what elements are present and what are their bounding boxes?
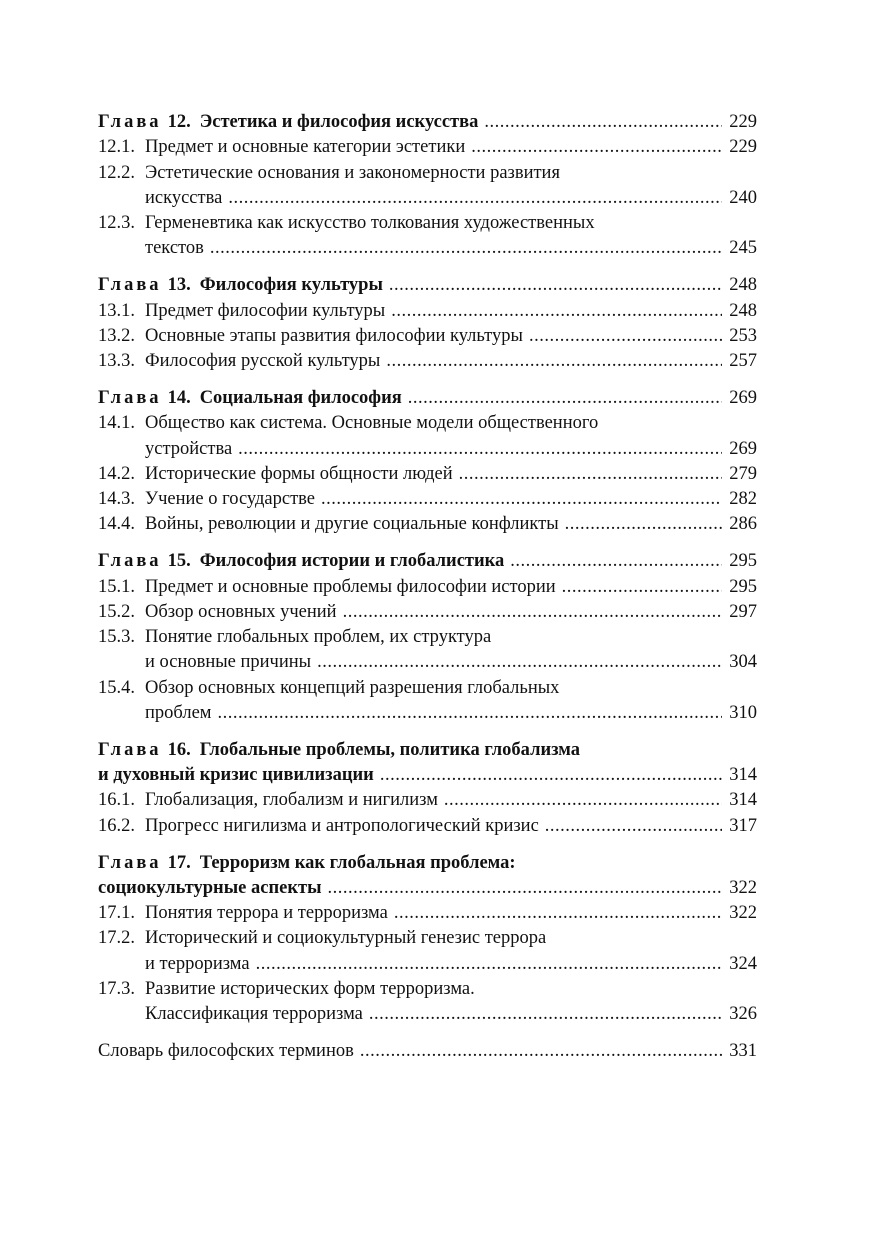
toc-chapter [98, 851, 757, 1028]
page-number: 269 [729, 438, 757, 459]
dot-leader [386, 349, 722, 374]
section-entry[interactable] [98, 1002, 757, 1027]
section-entry[interactable] [98, 186, 757, 211]
page-number: 317 [729, 815, 757, 836]
page-number: 331 [729, 1041, 757, 1062]
section-entry[interactable] [98, 135, 757, 160]
section-entry[interactable] [98, 575, 757, 600]
chapter-word: Глава [98, 852, 162, 873]
glossary-entry[interactable] [98, 1039, 757, 1064]
chapter-heading[interactable] [98, 549, 757, 574]
section-number: 15.3. [98, 627, 135, 648]
dot-leader [328, 876, 722, 901]
section-entry[interactable] [98, 437, 757, 462]
chapter-title-text: Философия истории и глобалистика [199, 551, 505, 572]
dot-leader [360, 1039, 722, 1064]
page-number: 322 [729, 903, 757, 924]
section-title: Классификация терроризма [145, 1004, 363, 1025]
chapter-heading[interactable] [98, 738, 757, 763]
page-number: 310 [729, 703, 757, 724]
section-number: 17.1. [98, 903, 135, 924]
chapter-title [98, 851, 516, 876]
section-title: Войны, революции и другие социальные конфликты [145, 514, 559, 535]
page-number: 282 [729, 489, 757, 510]
page-number: 326 [729, 1004, 757, 1025]
section-entry[interactable] [98, 600, 757, 625]
section-entry[interactable] [98, 701, 757, 726]
section-entry[interactable] [98, 161, 757, 186]
chapter-title [98, 738, 580, 763]
page-number: 295 [729, 551, 757, 572]
section-title: Глобализация, глобализм и нигилизм [145, 790, 438, 811]
page-number: 229 [729, 137, 757, 158]
section-number: 14.2. [98, 463, 135, 484]
chapter-number: 12. [167, 112, 191, 132]
section-entry[interactable] [98, 788, 757, 813]
section-number: 14.1. [98, 413, 135, 434]
dot-leader [391, 299, 722, 324]
section-entry[interactable] [98, 324, 757, 349]
dot-leader [369, 1002, 722, 1027]
toc-chapter [98, 386, 757, 538]
dot-leader [238, 437, 722, 462]
dot-leader [408, 386, 722, 411]
chapter-word: Глава [98, 275, 162, 296]
section-entry[interactable] [98, 952, 757, 977]
page-number: 269 [729, 387, 757, 408]
section-entry[interactable] [98, 236, 757, 261]
chapter-number: 14. [167, 387, 191, 408]
chapter-title-text: Философия культуры [199, 275, 383, 296]
chapter-word: Глава [98, 112, 162, 132]
page-number: 257 [729, 351, 757, 372]
chapter-title-text: Терроризм как глобальная проблема: [199, 852, 516, 873]
chapter-title [98, 273, 383, 298]
dot-leader [510, 549, 722, 574]
section-title: Исторические формы общности людей [145, 463, 453, 484]
section-title: устройства [145, 438, 233, 459]
page-number: 304 [729, 652, 757, 673]
chapter-title-text: социокультурные аспекты [98, 877, 322, 898]
chapter-heading[interactable] [98, 851, 757, 876]
page-number: 229 [729, 112, 757, 132]
section-title: Общество как система. Основные модели общественного [145, 413, 599, 434]
section-entry[interactable] [98, 814, 757, 839]
section-title: Эстетические основания и закономерности развития [145, 162, 560, 183]
section-title: Прогресс нигилизма и антропологический кризис [145, 815, 539, 836]
page-number: 279 [729, 463, 757, 484]
section-title: проблем [145, 703, 212, 724]
chapter-word: Глава [98, 387, 162, 408]
section-title: Понятия террора и терроризма [145, 903, 388, 924]
chapter-title-text: и духовный кризис цивилизации [98, 765, 374, 786]
chapter-title [98, 386, 402, 411]
section-title: Основные этапы развития философии культуры [145, 325, 523, 346]
chapter-title [98, 110, 478, 135]
section-number: 13.2. [98, 325, 135, 346]
toc-chapter [98, 738, 757, 839]
page-number: 286 [729, 514, 757, 535]
section-entry[interactable] [98, 462, 757, 487]
dot-leader [389, 273, 722, 298]
dot-leader [529, 324, 722, 349]
chapter-heading[interactable] [98, 273, 757, 298]
section-title: Предмет и основные категории эстетики [145, 137, 466, 158]
section-number: 15.2. [98, 601, 135, 622]
page-number: 253 [729, 325, 757, 346]
page-number: 240 [729, 187, 757, 208]
section-number: 14.4. [98, 514, 135, 535]
dot-leader [256, 952, 722, 977]
section-number: 12.1. [98, 137, 135, 158]
section-number: 15.1. [98, 576, 135, 597]
section-title: Исторический и социокультурный генезис террора [145, 928, 547, 949]
section-number: 13.3. [98, 351, 135, 372]
dot-leader [218, 701, 722, 726]
section-title: Предмет философии культуры [145, 300, 386, 321]
section-number: 13.1. [98, 300, 135, 321]
section-entry[interactable] [98, 211, 757, 236]
chapter-number: 15. [167, 551, 191, 572]
chapter-number: 17. [167, 852, 191, 873]
chapter-title-text: Социальная философия [199, 387, 402, 408]
section-title: и терроризма [145, 953, 250, 974]
chapter-title-text: Эстетика и философия искусства [199, 112, 479, 132]
dot-leader [444, 788, 722, 813]
table-of-contents [98, 110, 757, 1076]
glossary-title: Словарь философских терминов [98, 1041, 354, 1062]
dot-leader [484, 110, 722, 135]
dot-leader [210, 236, 722, 261]
section-entry[interactable] [98, 650, 757, 675]
toc-glossary [98, 1039, 757, 1064]
toc-chapter [98, 549, 757, 726]
section-title: текстов [145, 238, 204, 259]
section-title: Понятие глобальных проблем, их структура [145, 627, 492, 648]
toc-chapter [98, 110, 757, 262]
section-number: 16.2. [98, 815, 135, 836]
dot-leader [317, 650, 722, 675]
dot-leader [565, 512, 722, 537]
chapter-heading[interactable] [98, 386, 757, 411]
section-entry[interactable] [98, 676, 757, 701]
section-title: искусства [145, 187, 223, 208]
page-number: 248 [729, 300, 757, 321]
dot-leader [380, 763, 722, 788]
section-title: Обзор основных концепций разрешения глобальных [145, 677, 560, 698]
section-number: 17.2. [98, 928, 135, 949]
chapter-number: 16. [167, 739, 191, 760]
section-number: 14.3. [98, 489, 135, 510]
section-entry[interactable] [98, 299, 757, 324]
section-title: Предмет и основные проблемы философии истории [145, 576, 556, 597]
dot-leader [343, 600, 722, 625]
toc-chapter [98, 273, 757, 374]
page-number: 245 [729, 238, 757, 259]
page-number: 295 [729, 576, 757, 597]
page-number: 297 [729, 601, 757, 622]
dot-leader [394, 901, 722, 926]
page-number: 314 [729, 790, 757, 811]
section-entry[interactable] [98, 512, 757, 537]
chapter-title [98, 549, 504, 574]
section-entry[interactable] [98, 349, 757, 374]
section-entry[interactable] [98, 411, 757, 436]
section-number: 12.3. [98, 213, 135, 234]
section-title: и основные причины [145, 652, 312, 673]
chapter-title [98, 763, 374, 788]
page-number: 314 [729, 765, 757, 786]
chapter-title-text: Глобальные проблемы, политика глобализма [199, 739, 581, 760]
page-number: 248 [729, 275, 757, 296]
section-title: Герменевтика как искусство толкования художественных [145, 213, 595, 234]
section-number: 15.4. [98, 677, 135, 698]
chapter-heading[interactable] [98, 110, 757, 135]
section-title: Развитие исторических форм терроризма. [145, 979, 475, 999]
page-number: 324 [729, 953, 757, 974]
section-title: Учение о государстве [145, 489, 316, 510]
chapter-heading[interactable] [98, 763, 757, 788]
section-entry[interactable] [98, 926, 757, 951]
section-title: Обзор основных учений [145, 601, 337, 622]
section-entry[interactable] [98, 487, 757, 512]
section-number: 17.3. [98, 979, 135, 999]
dot-leader [228, 186, 722, 211]
section-entry[interactable] [98, 977, 757, 1002]
section-number: 16.1. [98, 790, 135, 811]
chapter-heading[interactable] [98, 876, 757, 901]
dot-leader [562, 575, 722, 600]
chapter-word: Глава [98, 551, 162, 572]
section-entry[interactable] [98, 901, 757, 926]
section-number: 12.2. [98, 162, 135, 183]
chapter-title [98, 876, 322, 901]
dot-leader [459, 462, 722, 487]
chapter-word: Глава [98, 739, 162, 760]
section-entry[interactable] [98, 625, 757, 650]
section-title: Философия русской культуры [145, 351, 381, 372]
dot-leader [471, 135, 722, 160]
dot-leader [545, 814, 722, 839]
dot-leader [321, 487, 722, 512]
chapter-number: 13. [167, 275, 191, 296]
page-number: 322 [729, 877, 757, 898]
